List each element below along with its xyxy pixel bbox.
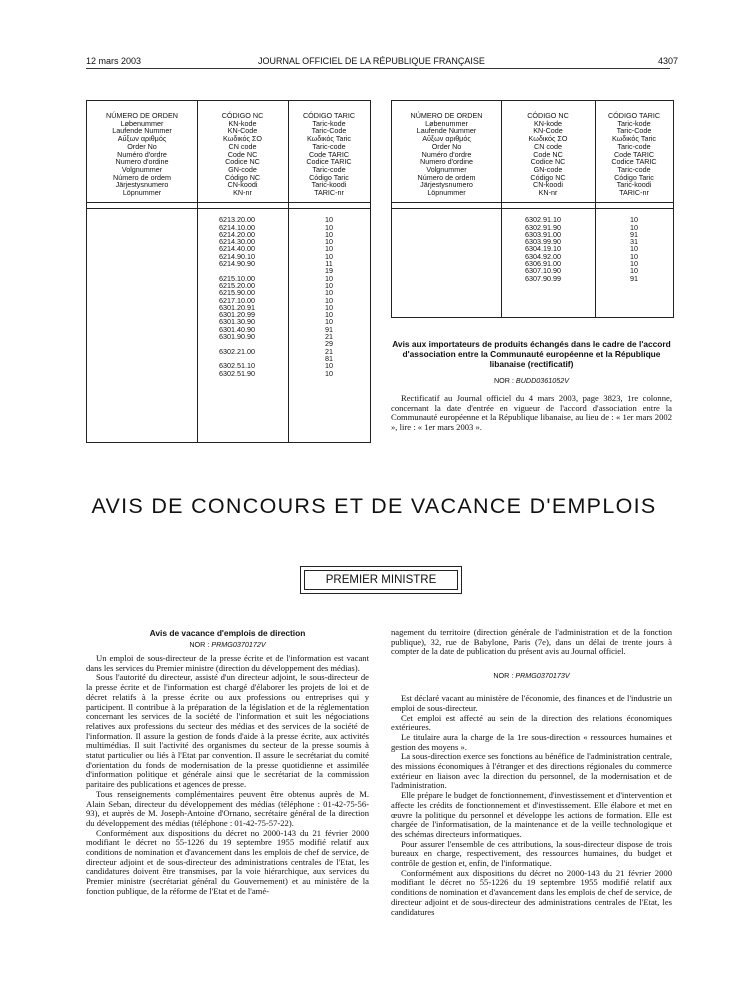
- paragraph: Conformément aux dispositions du décret no 2000-143 du 21 février 2000 modifiant le décret no 55-1226 du 19 septembre 1955 modifié relatif aux conditions de nomination et d'avancement dans les emplois de chef de service, de directeur adjoint et de sous-directeur des administrations centrales de l'Etat, les candidatures: [391, 867, 672, 917]
- table-cell: 6214.30.00: [219, 237, 255, 247]
- table-cell: 6214.90.90: [219, 259, 255, 269]
- table-cell: Numero d'ordine: [420, 157, 473, 167]
- table-cell: 10: [325, 295, 333, 305]
- taric-code-column: [288, 209, 370, 377]
- table-cell: Order No: [127, 141, 157, 151]
- taric-code-column: [595, 209, 673, 282]
- section-box-label: PREMIER MINISTRE: [304, 570, 458, 590]
- table-cell: Laufende Nummer: [112, 126, 172, 136]
- avis-importateurs-title: Avis aux importateurs de produits échangés dans le cadre de l'accord d'association entre la Communauté européenne et la République libanaise (rectificatif): [392, 339, 671, 369]
- vacance-nor-2: [391, 671, 672, 680]
- header-codigo-taric: [288, 112, 370, 197]
- avis-importateurs-nor: [391, 376, 672, 385]
- table-cell: 6302.51.90: [219, 368, 255, 378]
- table-cell: 6303.91.00: [525, 229, 561, 239]
- table-cell: KN-kode: [228, 118, 257, 128]
- table-cell: KN-Code: [533, 126, 563, 136]
- table-cell: 6302.91.90: [525, 222, 561, 232]
- table-cell: Número de ordem: [113, 172, 171, 182]
- table-cell: 29: [325, 339, 333, 349]
- vacance-title: Avis de vacance d'emplois de direction: [149, 628, 306, 638]
- table-cell: Αὔξων αριθμός: [422, 134, 471, 144]
- table-cell: 10: [325, 237, 333, 247]
- table-cell: Código NC: [530, 172, 566, 182]
- table-cell: Løbenummer: [425, 118, 468, 128]
- nor-code: PRMG0370173V: [515, 671, 570, 681]
- table-cell: Code NC: [227, 149, 258, 159]
- table-cell: CÓDIGO TARIC: [302, 111, 356, 120]
- table-cell: 21: [325, 332, 333, 342]
- header-page-number: 4307: [658, 56, 679, 66]
- table-cell: 6214.20.00: [219, 229, 255, 239]
- table-cell: Volgnummer: [121, 164, 163, 174]
- paragraph: Un emploi de sous-directeur de la presse écrite et de l'information est vacant dans les services du Premier ministre (direction du développement des médias).: [86, 653, 369, 673]
- table-cell: CÓDIGO NC: [221, 111, 264, 120]
- continuation-paragraph: nagement du territoire (direction générale de l'administration et de la fonction publique), 32, rue de Babylone, Paris (7e), dans un délai de trente jours à compter de la date de publication du présent avis au Journal officiel.: [391, 627, 672, 657]
- table-cell: 19: [325, 266, 333, 276]
- header-codigo-nc: [501, 112, 595, 197]
- table-cell: CN-koodi: [227, 180, 258, 190]
- header-numero-orden: [392, 112, 501, 197]
- paragraph: Le titulaire aura la charge de la 1re sous-direction « ressources humaines et gestion des moyens ».: [391, 731, 672, 752]
- table-cell: CÓDIGO TARIC: [607, 111, 661, 120]
- table-cell: 6215.90.00: [219, 288, 255, 298]
- table-cell: 91: [630, 273, 638, 283]
- table-cell: 10: [630, 259, 638, 269]
- table-cell: Αὔξων αριθμός: [117, 134, 167, 144]
- table-cell: KN-kode: [534, 118, 562, 128]
- table-cell: Taric-koodi: [311, 180, 347, 190]
- paragraph: Sous l'autorité du directeur, assisté d'un directeur adjoint, le sous-directeur de la presse écrite et de l'information est chargé d'élaborer les projets de loi et de décret relatifs à la presse écrite ou aux professions ou entreprises qui y participent. Il contribue à la préparation de la législation et de la réglementation concernant les services de la société de l'information et suit les négociations relatives aux professions du secteur des médias et des services de la société de l'information. Il assure la gestion de fonds d'aide à la presse écrite, aux activités multimédias. Il suit l'activité des organismes du secteur de la presse soumis à statut particulier ou liés à l'Etat par convention. Il assure le secrétariat du comité d'orientation du fonds de modernisation de la presse quotidienne et assimilée d'information politique et générale ainsi que le secrétariat de la commission paritaire des publications et agences de presse.: [86, 672, 369, 790]
- table-cell: Taric-kode: [617, 118, 651, 128]
- table-cell: Taric-code: [312, 164, 346, 174]
- tariff-table-right: [391, 100, 674, 318]
- table-cell: Löpnummer: [427, 188, 466, 198]
- table-cell: Løbenummer: [120, 118, 164, 128]
- table-cell: TARIC-nr: [314, 188, 344, 198]
- table-cell: Codice NC: [225, 157, 260, 167]
- table-cell: Número de ordem: [417, 172, 476, 182]
- table-cell: CN-koodi: [533, 180, 563, 190]
- table-cell: KN-nr: [538, 188, 558, 198]
- rectificatif-paragraph: Rectificatif au Journal officiel du 4 mars 2003, page 3823, 1re colonne, concernant la date d'entrée en vigueur de l'accord d'association entre la Communauté européenne et la République libanaise, au lieu de : « 1er mars 2002 », lire : « 1er mars 2003 ».: [391, 393, 672, 433]
- table-cell: GN-code: [228, 164, 257, 174]
- table-cell: Code TARIC: [613, 149, 655, 159]
- table-cell: Código NC: [224, 172, 261, 182]
- table-cell: KN-Code: [227, 126, 258, 136]
- table-cell: 6307.90.99: [525, 273, 561, 283]
- paragraph: Cet emploi est affecté au sein de la direction des relations économiques extérieures.: [391, 712, 672, 733]
- table-cell: 6304.92.00: [525, 251, 561, 261]
- table-cell: 10: [325, 361, 333, 371]
- vacance-right-text: [391, 694, 672, 917]
- table-cell: 10: [325, 302, 333, 312]
- table-cell: 6304.19.10: [525, 244, 561, 254]
- table-cell: 6301.90.90: [219, 332, 255, 342]
- table-cell: Κωδικός Taric: [306, 134, 352, 144]
- table-cell: 6217.10.00: [219, 295, 255, 305]
- table-cell: 6307.10.90: [525, 266, 561, 276]
- table-cell: 6215.10.00: [219, 273, 255, 283]
- table-cell: Κωδικός ΣΟ: [223, 134, 262, 144]
- table-cell: 10: [325, 251, 333, 261]
- table-cell: 91: [325, 324, 333, 334]
- nc-code-column: [525, 209, 561, 282]
- nor-code: PRMG0370172V: [211, 640, 266, 649]
- table-cell: 6302.21.00: [219, 346, 255, 356]
- table-cell: 10: [325, 368, 333, 378]
- table-cell: 6303.99.90: [525, 237, 561, 247]
- table-cell: Κωδικός Taric: [611, 134, 657, 144]
- nor-label: NOR :: [493, 376, 516, 385]
- table-cell: Codice TARIC: [611, 157, 657, 167]
- paragraph: Elle prépare le budget de fonctionnement, d'investissement et d'intervention et affecte les crédits de fonctionnement et d'investissement. Elle élabore et met en œuvre la politique du personnel et développe les actions de formation. Elle est chargée de l'informatisation, de la maintenance et de la veille technologique et des schémas directeurs informatiques.: [391, 790, 672, 839]
- left-column: [86, 628, 369, 897]
- table-cell: Volgnummer: [426, 164, 467, 174]
- section-box: [300, 566, 462, 594]
- avis-importateurs-text: [391, 394, 672, 433]
- table-cell: Code TARIC: [308, 149, 350, 159]
- table-cell: 10: [325, 288, 333, 298]
- table-cell: 81: [325, 353, 333, 363]
- table-cell: NÚMERO DE ORDEN: [410, 111, 483, 120]
- header-numero-orden: [87, 112, 197, 197]
- table-cell: Taric-koodi: [616, 180, 652, 190]
- table-cell: 10: [325, 317, 333, 327]
- table-cell: Taric-code: [312, 141, 346, 151]
- table-cell: 10: [630, 215, 638, 225]
- header-codigo-nc: [197, 112, 288, 197]
- table-cell: Codice TARIC: [306, 157, 352, 167]
- table-cell: Taric-code: [617, 141, 651, 151]
- table-cell: Numéro d'ordre: [421, 149, 472, 159]
- table-cell: 6214.40.00: [219, 244, 255, 254]
- table-cell: 11: [325, 259, 333, 269]
- paragraph: Tous renseignements complémentaires peuvent être obtenus auprès de M. Alain Seban, directeur du développement des médias (téléphone : 01-42-75-56-93), et auprès de M. Joseph-Antoine d'Ornano, secrétaire général de la direction du développement des médias (téléphone : 01-42-75-57-22).: [86, 788, 369, 828]
- table-cell: Código Taric: [614, 172, 654, 182]
- table-cell: CN code: [228, 141, 257, 151]
- table-cell: Codice NC: [530, 157, 566, 167]
- table-cell: 6214.10.00: [219, 222, 255, 232]
- right-column: [391, 628, 672, 917]
- table-cell: 6215.20.00: [219, 280, 255, 290]
- table-cell: Code NC: [533, 149, 563, 159]
- table-cell: NÚMERO DE ORDEN: [106, 111, 178, 120]
- nor-code: BUDD0361052V: [515, 376, 570, 385]
- table-cell: 21: [325, 346, 333, 356]
- table-cell: 10: [630, 251, 638, 261]
- table-cell: 10: [325, 273, 333, 283]
- header-rule: [86, 68, 670, 69]
- table-cell: 6301.20.91: [219, 302, 255, 312]
- table-cell: 6301.40.90: [219, 324, 255, 334]
- table-cell: KN-nr: [233, 188, 252, 198]
- table-cell: 91: [630, 229, 638, 239]
- nor-label: NOR :: [189, 640, 212, 649]
- paragraph: Conformément aux dispositions du décret no 2000-143 du 21 février 2000 modifiant le décret no 55-1226 du 19 septembre 1955 modifié relatif aux conditions de nomination et d'avancement dans les emplois de chef de service, de directeur adjoint et de sous-directeur des administrations centrales de l'Etat, les candidatures doivent être transmises, par la voie hiérarchique, aux services du Premier ministre (secrétariat général du Gouvernement) et au ministère de la fonction publique, de la réforme de l'Etat et de l'amé-: [86, 827, 369, 896]
- tariff-table-left: [86, 100, 371, 443]
- nor-label: NOR :: [493, 671, 516, 681]
- table-cell: 6301.30.90: [219, 317, 255, 327]
- vacance-continuation: [391, 628, 672, 657]
- table-cell: 10: [325, 215, 333, 225]
- table-cell: Código Taric: [309, 172, 349, 182]
- table-cell: 10: [630, 266, 638, 276]
- table-cell: 10: [325, 244, 333, 254]
- table-cell: 10: [325, 310, 333, 320]
- table-cell: 10: [630, 244, 638, 254]
- table-cell: Κωδικός ΣΟ: [528, 134, 568, 144]
- header-date: 12 mars 2003: [86, 56, 142, 66]
- vacance-nor-1: [86, 640, 369, 649]
- table-cell: Järjestysnumero: [115, 180, 169, 190]
- table-cell: CN code: [534, 141, 562, 151]
- table-cell: 6214.90.10: [219, 251, 255, 261]
- table-cell: Järjestysnumero: [420, 180, 473, 190]
- table-cell: Löpnummer: [122, 188, 162, 198]
- paragraph: Est déclaré vacant au ministère de l'économie, des finances et de l'industrie un emploi de sous-directeur.: [391, 693, 672, 713]
- table-cell: 6213.20.00: [219, 215, 255, 225]
- table-cell: Numero d'ordine: [115, 157, 169, 167]
- table-cell: 6302.51.10: [219, 361, 255, 371]
- table-cell: Order No: [431, 141, 462, 151]
- header-journal-title: JOURNAL OFFICIEL DE LA RÉPUBLIQUE FRANÇAISE: [258, 56, 485, 66]
- table-cell: 10: [325, 222, 333, 232]
- header-codigo-taric: [595, 112, 673, 197]
- table-cell: 10: [630, 222, 638, 232]
- table-cell: GN-code: [533, 164, 563, 174]
- table-cell: Laufende Nummer: [416, 126, 477, 136]
- table-cell: Taric-code: [617, 164, 651, 174]
- table-cell: Taric-Code: [616, 126, 652, 136]
- table-cell: 31: [630, 237, 638, 247]
- table-cell: CÓDIGO NC: [527, 111, 569, 120]
- paragraph: La sous-direction exerce ses fonctions au bénéfice de l'administration centrale, des missions économiques à l'étranger et des directions régionales du commerce extérieur en liaison avec la direction du personnel, de la modernisation et de l'administration.: [391, 751, 672, 791]
- table-cell: 6301.20.99: [219, 310, 255, 320]
- table-cell: 10: [325, 280, 333, 290]
- table-cell: Numéro d'ordre: [117, 149, 167, 159]
- table-cell: Taric-Code: [311, 126, 347, 136]
- nc-code-column: [219, 209, 255, 377]
- page-title: AVIS DE CONCOURS ET DE VACANCE D'EMPLOIS: [91, 494, 657, 518]
- vacance-left-text: [86, 654, 369, 897]
- table-cell: 6306.91.00: [525, 259, 561, 269]
- table-cell: Taric-kode: [312, 118, 346, 128]
- table-cell: 6302.91.10: [525, 215, 561, 225]
- table-cell: 10: [325, 229, 333, 239]
- paragraph: Pour assurer l'ensemble de ces attributions, la sous-directeur dispose de trois bureaux en charge, respectivement, des ressources humaines, du budget et contrôle de gestion et, enfin, de l'informatique.: [391, 838, 672, 869]
- table-cell: TARIC-nr: [619, 188, 649, 198]
